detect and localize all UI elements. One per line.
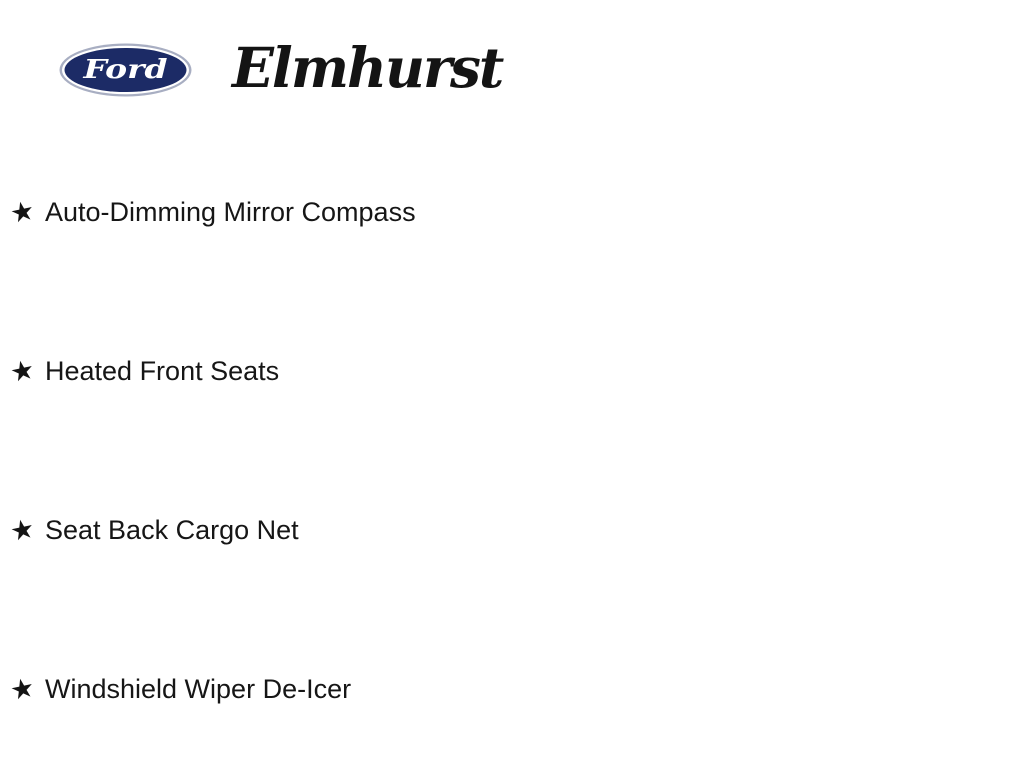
feature-label: Seat Back Cargo Net — [45, 515, 299, 545]
ford-logo-icon — [59, 43, 192, 97]
star-icon: ★ — [7, 353, 38, 388]
star-icon: ★ — [7, 512, 38, 547]
dealer-logo-header — [59, 34, 503, 100]
ford-script-text: Ford — [82, 55, 168, 85]
feature-label: Windshield Wiper De-Icer — [45, 674, 352, 704]
feature-label: Heated Front Seats — [45, 356, 280, 386]
dealer-name: Elmhurst — [232, 34, 503, 100]
star-icon: ★ — [7, 671, 38, 706]
star-icon: ★ — [7, 194, 38, 229]
feature-item — [7, 353, 416, 389]
feature-item — [7, 512, 416, 548]
feature-label: Auto-Dimming Mirror Compass — [45, 197, 416, 227]
feature-item — [7, 671, 416, 707]
feature-list — [7, 194, 416, 707]
feature-item — [7, 194, 416, 230]
